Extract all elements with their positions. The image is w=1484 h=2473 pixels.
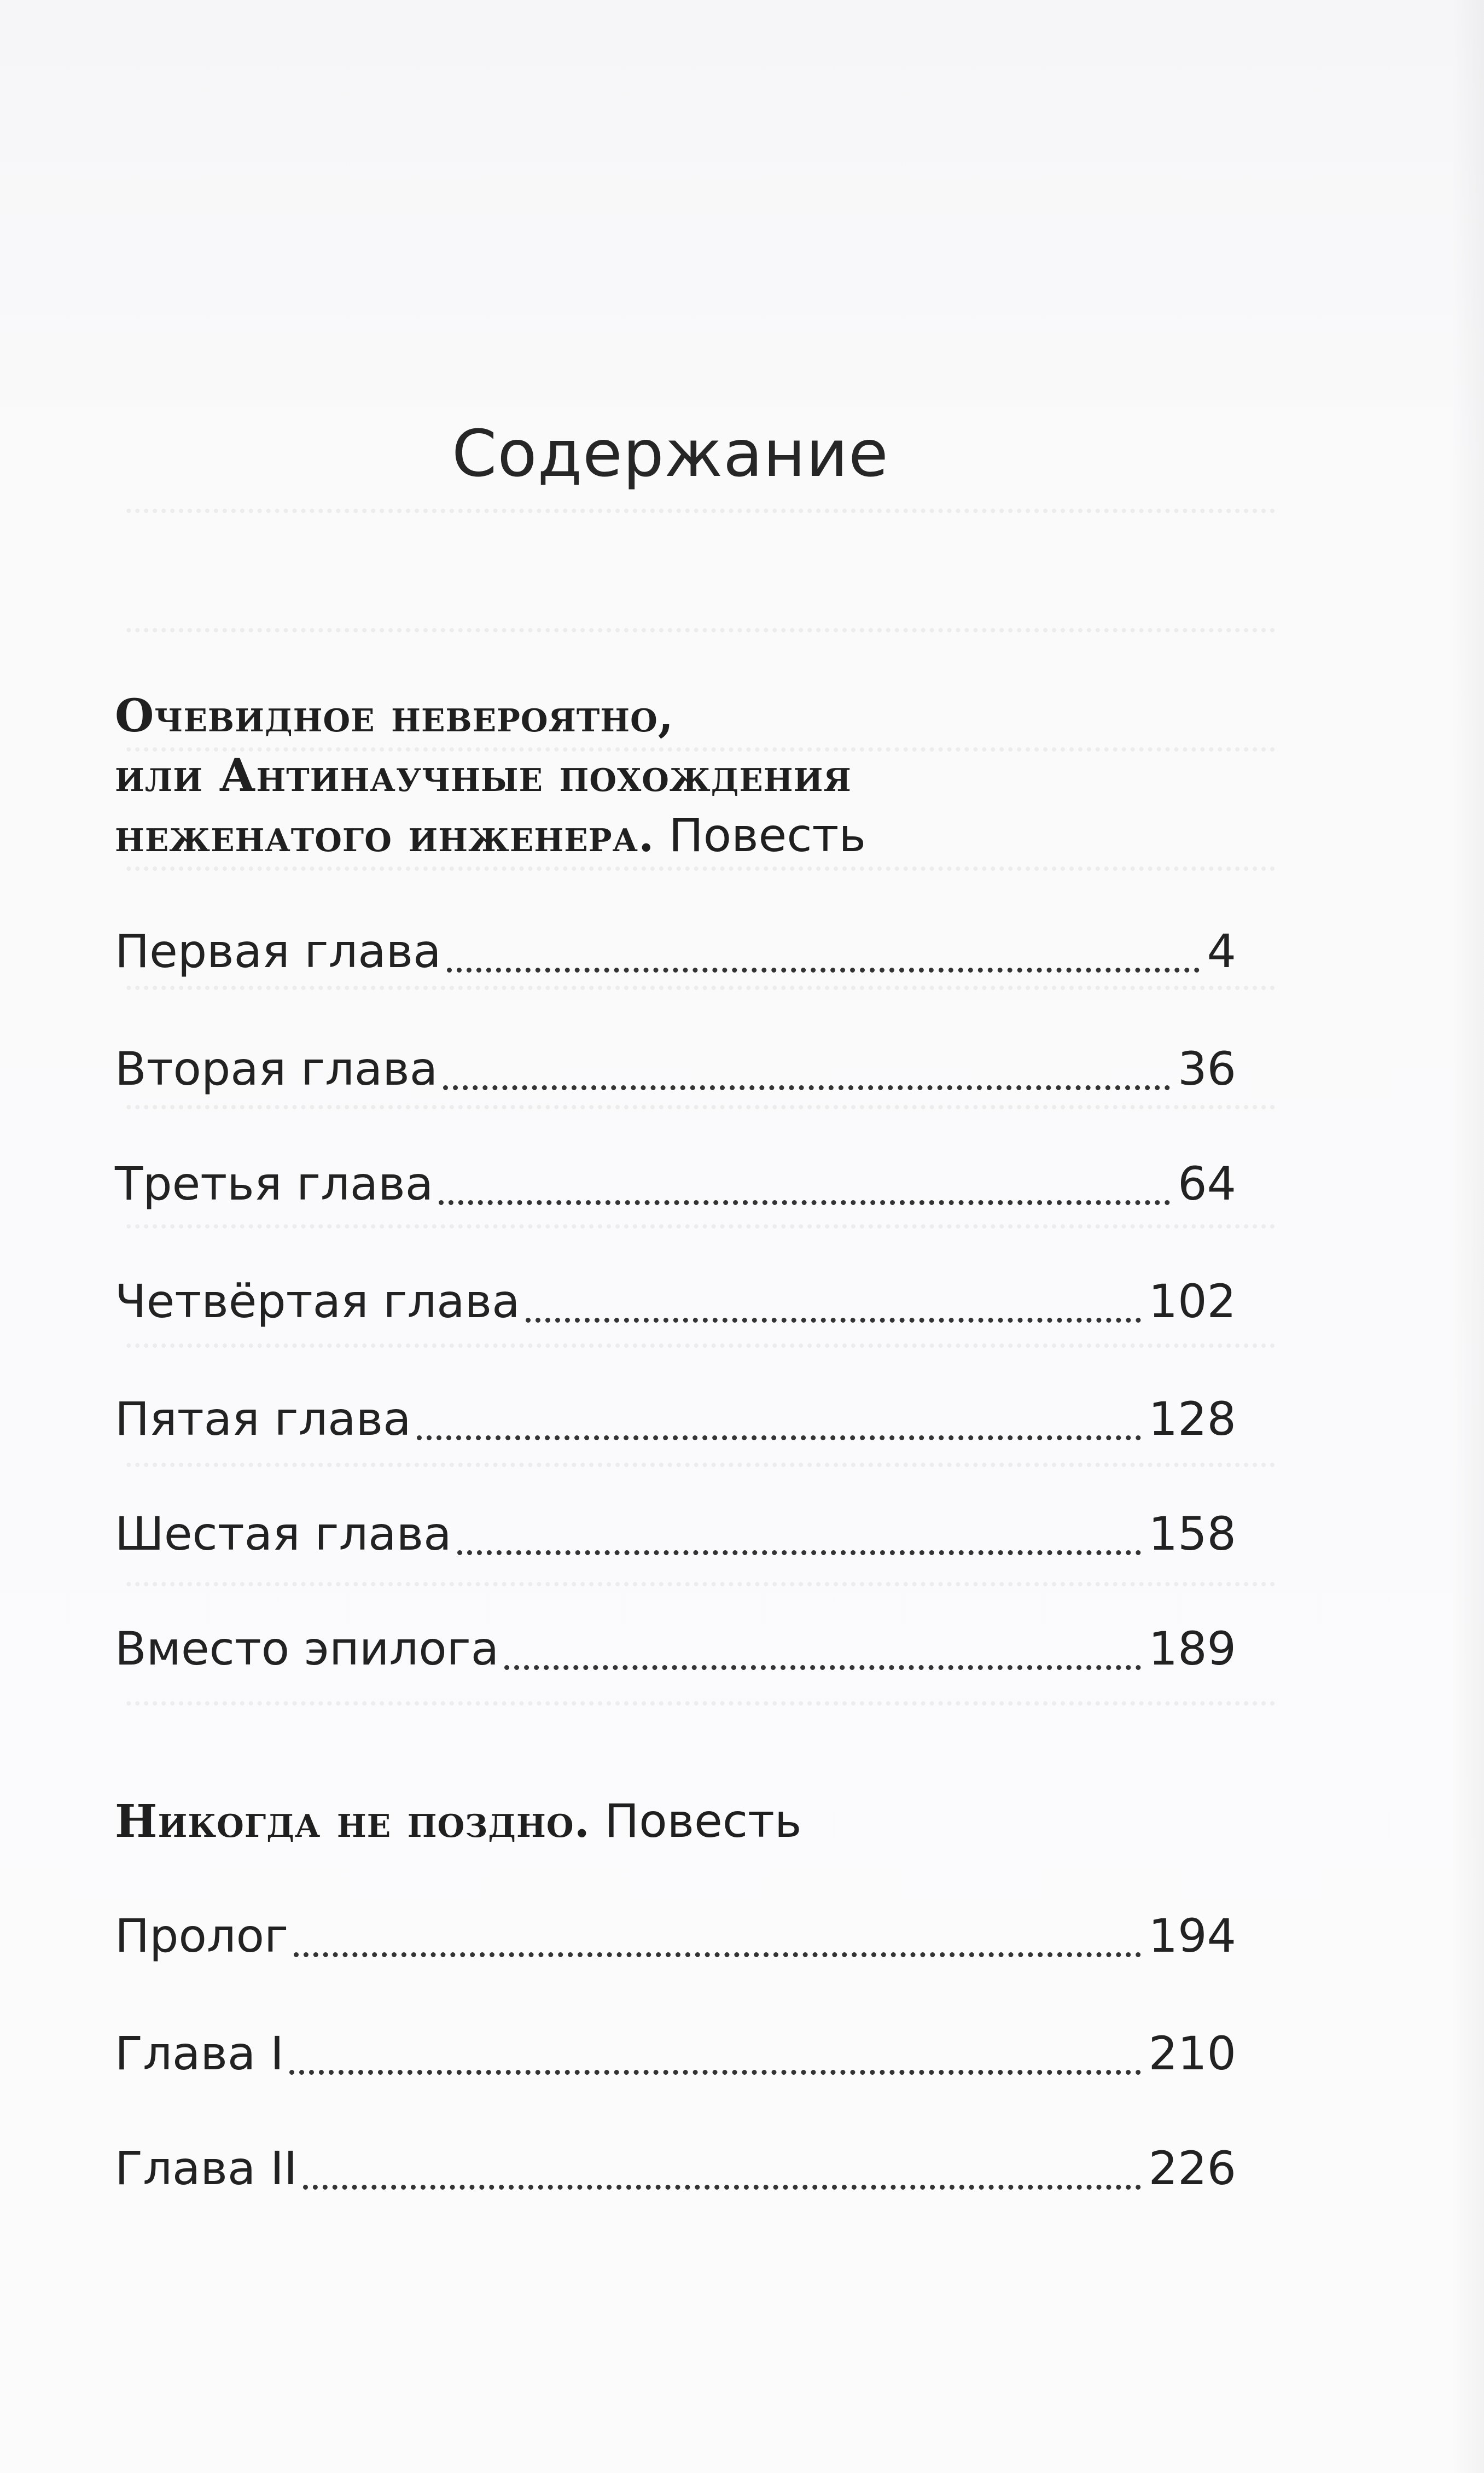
toc-entry-page: 36 — [1178, 1042, 1236, 1096]
dot-leader — [504, 1636, 1140, 1682]
part-1-heading — [115, 686, 866, 866]
page-edge-shadow — [1451, 0, 1484, 2473]
toc-entry-label: Шестая глава — [115, 1507, 452, 1561]
toc-entry[interactable] — [115, 1157, 1236, 1217]
toc-entry-label: Глава II — [115, 2142, 298, 2195]
dot-leader — [457, 1521, 1141, 1567]
toc-entry[interactable] — [115, 2142, 1236, 2202]
part-2-genre: Повесть — [604, 1794, 802, 1848]
toc-entry-page: 102 — [1148, 1275, 1236, 1328]
toc-entry-label: Первая глава — [115, 924, 441, 978]
toc-entry[interactable] — [115, 1507, 1236, 1567]
dot-leader — [417, 1406, 1141, 1452]
part-1-title-line-2: или Антинаучные похождения — [115, 749, 852, 802]
toc-entry[interactable] — [115, 924, 1236, 985]
toc-title: Содержание — [452, 416, 889, 491]
toc-entry[interactable] — [115, 1392, 1236, 1452]
toc-entry[interactable] — [115, 1622, 1236, 1682]
toc-entry-page: 194 — [1148, 1909, 1236, 1963]
part-1-title-line-3: неженатого инженера. — [115, 810, 655, 862]
toc-entry-label: Пятая глава — [115, 1392, 411, 1446]
toc-entry[interactable] — [115, 1042, 1236, 1102]
toc-entry-label: Глава I — [115, 2027, 284, 2080]
dot-leader — [443, 1056, 1170, 1102]
toc-entry-page: 226 — [1148, 2142, 1236, 2195]
dot-leader — [526, 1289, 1141, 1335]
part-2-title-line-1: Никогда не поздно. — [115, 1795, 591, 1848]
part-1-genre: Повесть — [668, 808, 866, 862]
toc-entry[interactable] — [115, 2027, 1236, 2087]
toc-entry-label: Вместо эпилога — [115, 1622, 499, 1675]
toc-entry-page: 64 — [1178, 1157, 1236, 1211]
toc-entry[interactable] — [115, 1275, 1236, 1335]
toc-entry-label: Четвёртая глава — [115, 1275, 520, 1328]
toc-entry-page: 128 — [1148, 1392, 1236, 1446]
toc-entry-label: Третья глава — [115, 1157, 434, 1211]
dot-leader — [447, 939, 1200, 985]
dot-leader — [439, 1171, 1170, 1217]
part-2-heading — [115, 1791, 801, 1852]
dot-leader — [303, 2156, 1141, 2202]
dot-leader — [289, 2041, 1141, 2087]
toc-entry-label: Пролог — [115, 1909, 289, 1963]
dot-leader — [294, 1923, 1141, 1969]
toc-entry-page: 189 — [1148, 1622, 1236, 1675]
toc-entry-page: 210 — [1148, 2027, 1236, 2080]
toc-entry[interactable] — [115, 1909, 1236, 1969]
toc-entry-page: 158 — [1148, 1507, 1236, 1561]
toc-entry-page: 4 — [1207, 924, 1236, 978]
toc-entry-label: Вторая глава — [115, 1042, 438, 1096]
part-1-title-line-1: Очевидное невероятно, — [115, 690, 674, 742]
